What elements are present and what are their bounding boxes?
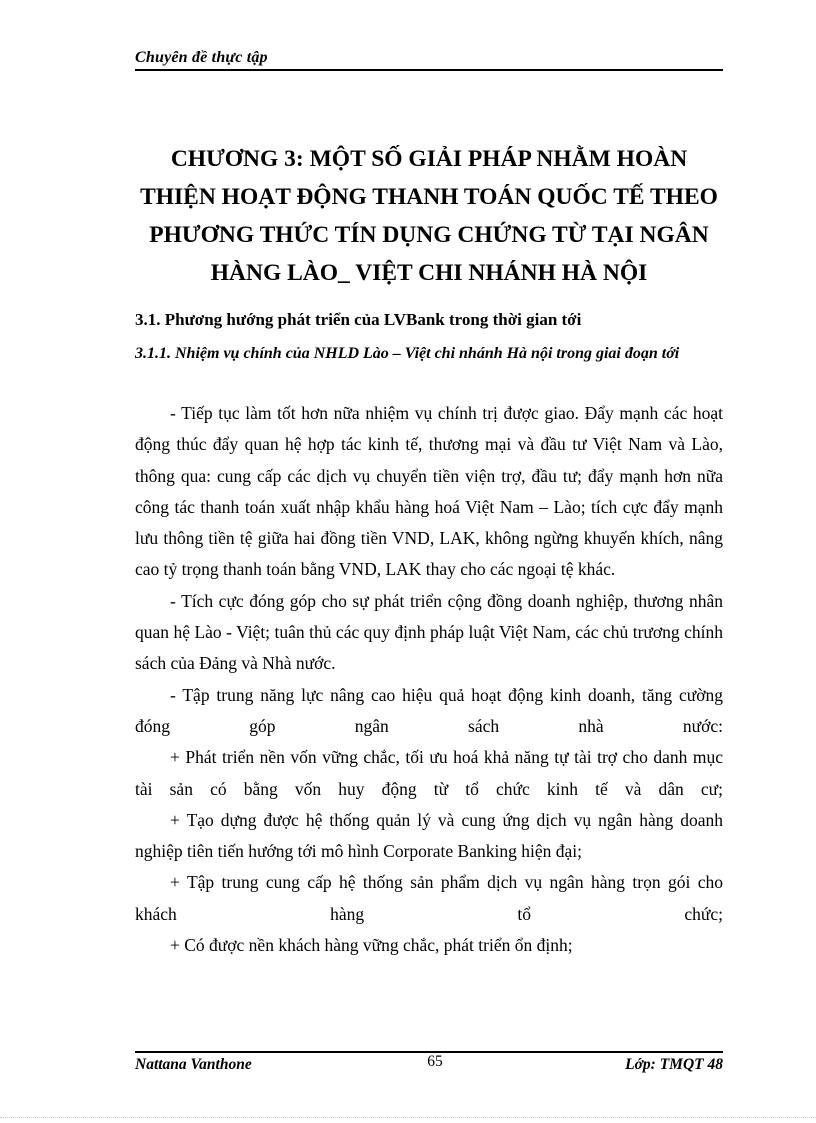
body-text xyxy=(135,398,723,961)
page-edge-divider xyxy=(0,1117,816,1118)
section-heading: 3.1. Phương hướng phát triển của LVBank trong thời gian tới xyxy=(135,310,582,329)
body-paragraph: + Có được nền khách hàng vững chắc, phát triển ổn định; xyxy=(170,935,573,956)
chapter-title: CHƯƠNG 3: MỘT SỐ GIẢI PHÁP NHẰM HOÀN THIỆN HOẠT ĐỘNG THANH TOÁN QUỐC TẾ THEO PHƯƠNG THỨC TÍN DỤNG CHỨNG TỪ TẠI NGÂN HÀNG LÀO_ VIỆT CHI NHÁNH HÀ NỘI xyxy=(140,146,718,286)
body-paragraph: + Phát triển nền vốn vững chắc, tối ưu hoá khả năng tự tài trợ cho danh mục tài sản có bằng vốn huy động từ tổ chức kinh tế và dân cư; xyxy=(135,747,723,799)
footer-author: Nattana Vanthone xyxy=(135,1056,252,1073)
footer-class-label: Lớp: TMQT 48 xyxy=(625,1056,723,1073)
body-paragraph: + Tạo dựng được hệ thống quản lý và cung ứng dịch vụ ngân hàng doanh nghiệp tiên tiến hướng tới mô hình Corporate Banking hiện đại; xyxy=(135,809,723,862)
subsection-heading: 3.1.1. Nhiệm vụ chính của NHLD Lào – Việt chi nhánh Hà nội trong giai đoạn tới xyxy=(135,345,680,362)
body-paragraph: - Tiếp tục làm tốt hơn nữa nhiệm vụ chính trị được giao. Đẩy mạnh các hoạt động thúc đẩy quan hệ hợp tác kinh tế, thương mại và đầu tư Việt Nam và Lào, thông qua: cung cấp các dịch vụ chuyển tiền viện trợ, đầu tư; đẩy mạnh hơn nữa công tác thanh toán xuất nhập khẩu hàng hoá Việt Nam – Lào; tích cực đẩy mạnh lưu thông tiền tệ giữa hai đồng tiền VND, LAK, không ngừng khuyến khích, nâng cao tỷ trọng thanh toán bằng VND, LAK thay cho các ngoại tệ khác. xyxy=(135,403,723,580)
header-rule xyxy=(135,69,723,71)
body-paragraph: - Tích cực đóng góp cho sự phát triển cộng đồng doanh nghiệp, thương nhân quan hệ Lào - Việt; tuân thủ các quy định pháp luật Việt Nam, các chủ trương chính sách của Đảng và Nhà nước. xyxy=(135,590,723,674)
body-paragraph: + Tập trung cung cấp hệ thống sản phẩm dịch vụ ngân hàng trọn gói cho khách hàng tổ chức; xyxy=(135,872,723,924)
page-number: 65 xyxy=(427,1053,443,1070)
page-header: Chuyên đề thực tập xyxy=(135,49,268,66)
body-paragraph: - Tập trung năng lực nâng cao hiệu quả hoạt động kinh doanh, tăng cường đóng góp ngân sách nhà nước: xyxy=(135,684,723,736)
